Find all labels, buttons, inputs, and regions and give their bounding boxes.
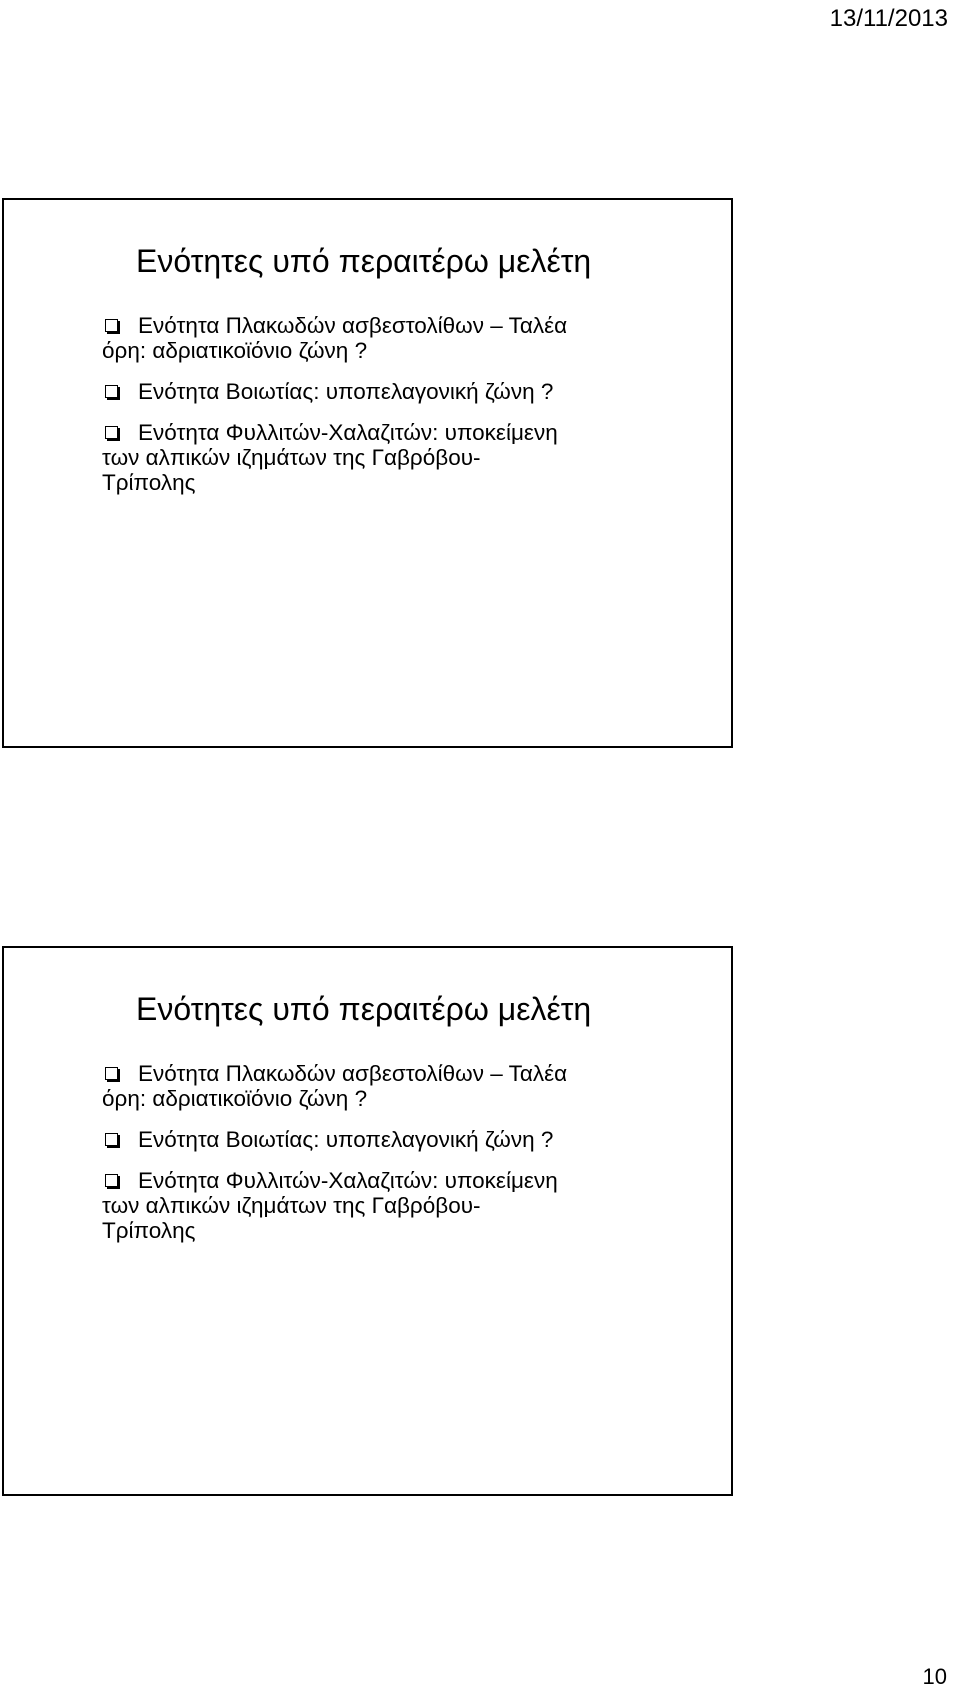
- checkbox-bullet-icon: [105, 385, 118, 398]
- slide-1: [2, 198, 733, 748]
- checkbox-bullet-icon: [105, 319, 118, 332]
- bullet-text: όρη: αδριατικοϊόνιο ζώνη ?: [102, 338, 368, 363]
- checkbox-bullet-icon: [105, 1133, 118, 1146]
- bullet-list: [102, 313, 702, 511]
- bullet-item: [102, 1127, 702, 1152]
- bullet-item: [102, 1168, 702, 1243]
- checkbox-bullet-icon: [105, 1067, 118, 1080]
- bullet-text: Τρίπολης: [102, 1218, 196, 1243]
- bullet-list: [102, 1061, 702, 1259]
- page-number: 10: [922, 1664, 947, 1689]
- bullet-text: όρη: αδριατικοϊόνιο ζώνη ?: [102, 1086, 368, 1111]
- bullet-text: Ενότητα Βοιωτίας: υποπελαγονική ζώνη ?: [138, 1127, 554, 1152]
- bullet-item: [102, 379, 702, 404]
- bullet-text: Τρίπολης: [102, 470, 196, 495]
- bullet-text: των αλπικών ιζημάτων της Γαβρόβου-: [102, 445, 481, 470]
- bullet-item: [102, 313, 702, 363]
- page-date: 13/11/2013: [829, 5, 948, 32]
- bullet-item: [102, 1061, 702, 1111]
- bullet-text: Ενότητα Φυλλιτών-Χαλαζιτών: υποκείμενη: [138, 420, 558, 445]
- bullet-text: Ενότητα Πλακωδών ασβεστολίθων – Ταλέα: [138, 313, 568, 338]
- bullet-text: Ενότητα Βοιωτίας: υποπελαγονική ζώνη ?: [138, 379, 554, 404]
- bullet-item: [102, 420, 702, 495]
- slide-title: Ενότητες υπό περαιτέρω μελέτη: [136, 991, 592, 1027]
- bullet-text: Ενότητα Φυλλιτών-Χαλαζιτών: υποκείμενη: [138, 1168, 558, 1193]
- checkbox-bullet-icon: [105, 426, 118, 439]
- slide-title: Ενότητες υπό περαιτέρω μελέτη: [136, 243, 592, 279]
- bullet-text: Ενότητα Πλακωδών ασβεστολίθων – Ταλέα: [138, 1061, 568, 1086]
- checkbox-bullet-icon: [105, 1174, 118, 1187]
- bullet-text: των αλπικών ιζημάτων της Γαβρόβου-: [102, 1193, 481, 1218]
- slide-2: [2, 946, 733, 1496]
